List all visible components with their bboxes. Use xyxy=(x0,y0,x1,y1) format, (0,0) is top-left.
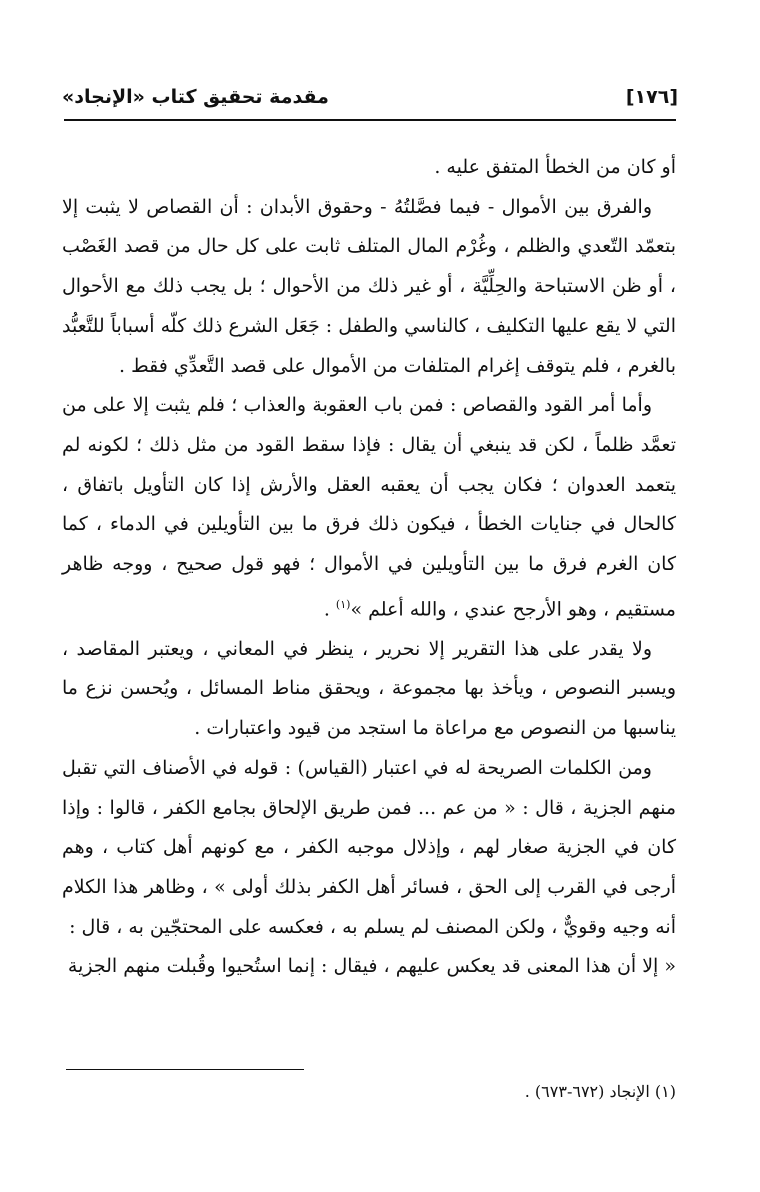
paragraph: « إلا أن هذا المعنى قد يعكس عليهم ، فيقال : إنما استُحيوا وقُبلت منهم الجزية xyxy=(67,955,676,978)
header-rule xyxy=(64,119,676,121)
page-number: [١٧٦] xyxy=(625,86,678,108)
main-text xyxy=(62,148,676,987)
paragraph: ومن الكلمات الصريحة له في اعتبار (القياس) : قوله في الأصناف التي تقبل منهم الجزية ، قال : « من عم ... فمن طريق الإلحاق بجامع الكفر ، قالوا : وإذا كان في الجزية صغار لهم ، وإذلال موجبه الكفر ، مع كونهم أهل كتاب ، وهم أرجى في القرب إلى الحق ، فسائر أهل الكفر بذلك أولى » ، وظاهر هذا الكلام أنه وجيه وقويٌّ ، ولكن المصنف لم يسلم به ، فعكسه على المحتجّين به ، قال : xyxy=(62,756,676,938)
paragraph-text: وأما أمر القود والقصاص : فمن باب العقوبة والعذاب ؛ فلم يثبت إلا على من تعمَّد ظلماً ، لكن قد ينبغي أن يقال : فإذا سقط القود من مثل ذلك ؛ لكونه لم يتعمد العدوان ؛ فكان يجب أن يعقبه العقل والأرش إذا كان التأويل باتفاق ، كالحال في جنايات الخطأ ، فيكون ذلك فرق ما بين التأويلين في الدماء ، كما كان الغرم فرق ما بين التأويلين في الأموال ؛ فهو قول صحيح ، ووجه ظاهر مستقيم ، وهو الأرجح عندي ، والله أعلم » xyxy=(62,394,676,621)
paragraph-end: . xyxy=(323,598,336,621)
paragraph: والفرق بين الأموال - فيما فصَّلتُهُ - وحقوق الأبدان : أن القصاص لا يثبت إلا بتعمّد التّعدي والظلم ، وغُرْم المال المتلف ثابت على كل حال من قصد الغَصْب ، أو ظن الاستباحة والحِلِّيَّة ، أو غير ذلك من الأحوال ؛ بل يجب ذلك مع الأحوال التي لا يقع عليها التكليف ، كالناسي والطفل : جَعَل الشرع ذلك كلّه أسباباً للتَّعبُّد بالغرم ، فلم يتوقف إغرام المتلفات من الأموال على قصد التَّعدِّي فقط . xyxy=(62,195,676,377)
footnote: (١) الإنجاد (٦٧٢-٦٧٣) . xyxy=(524,1082,676,1101)
footnote-rule xyxy=(66,1069,304,1070)
paragraph: أو كان من الخطأ المتفق عليه . xyxy=(434,156,676,178)
running-title: مقدمة تحقيق كتاب «الإنجاد» xyxy=(62,86,329,108)
paragraph: ولا يقدر على هذا التقرير إلا نحرير ، ينظر في المعاني ، ويعتبر المقاصد ، ويسبر النصوص ، ويأخذ بها مجموعة ، ويحقق مناط المسائل ، ويُحسن نزع ما يناسبها من النصوص مع مراعاة ما استجد من قيود واعتبارات . xyxy=(62,637,676,740)
paragraph xyxy=(62,386,676,630)
page-header xyxy=(62,74,678,108)
footnote-marker[interactable]: (١) xyxy=(335,597,351,611)
